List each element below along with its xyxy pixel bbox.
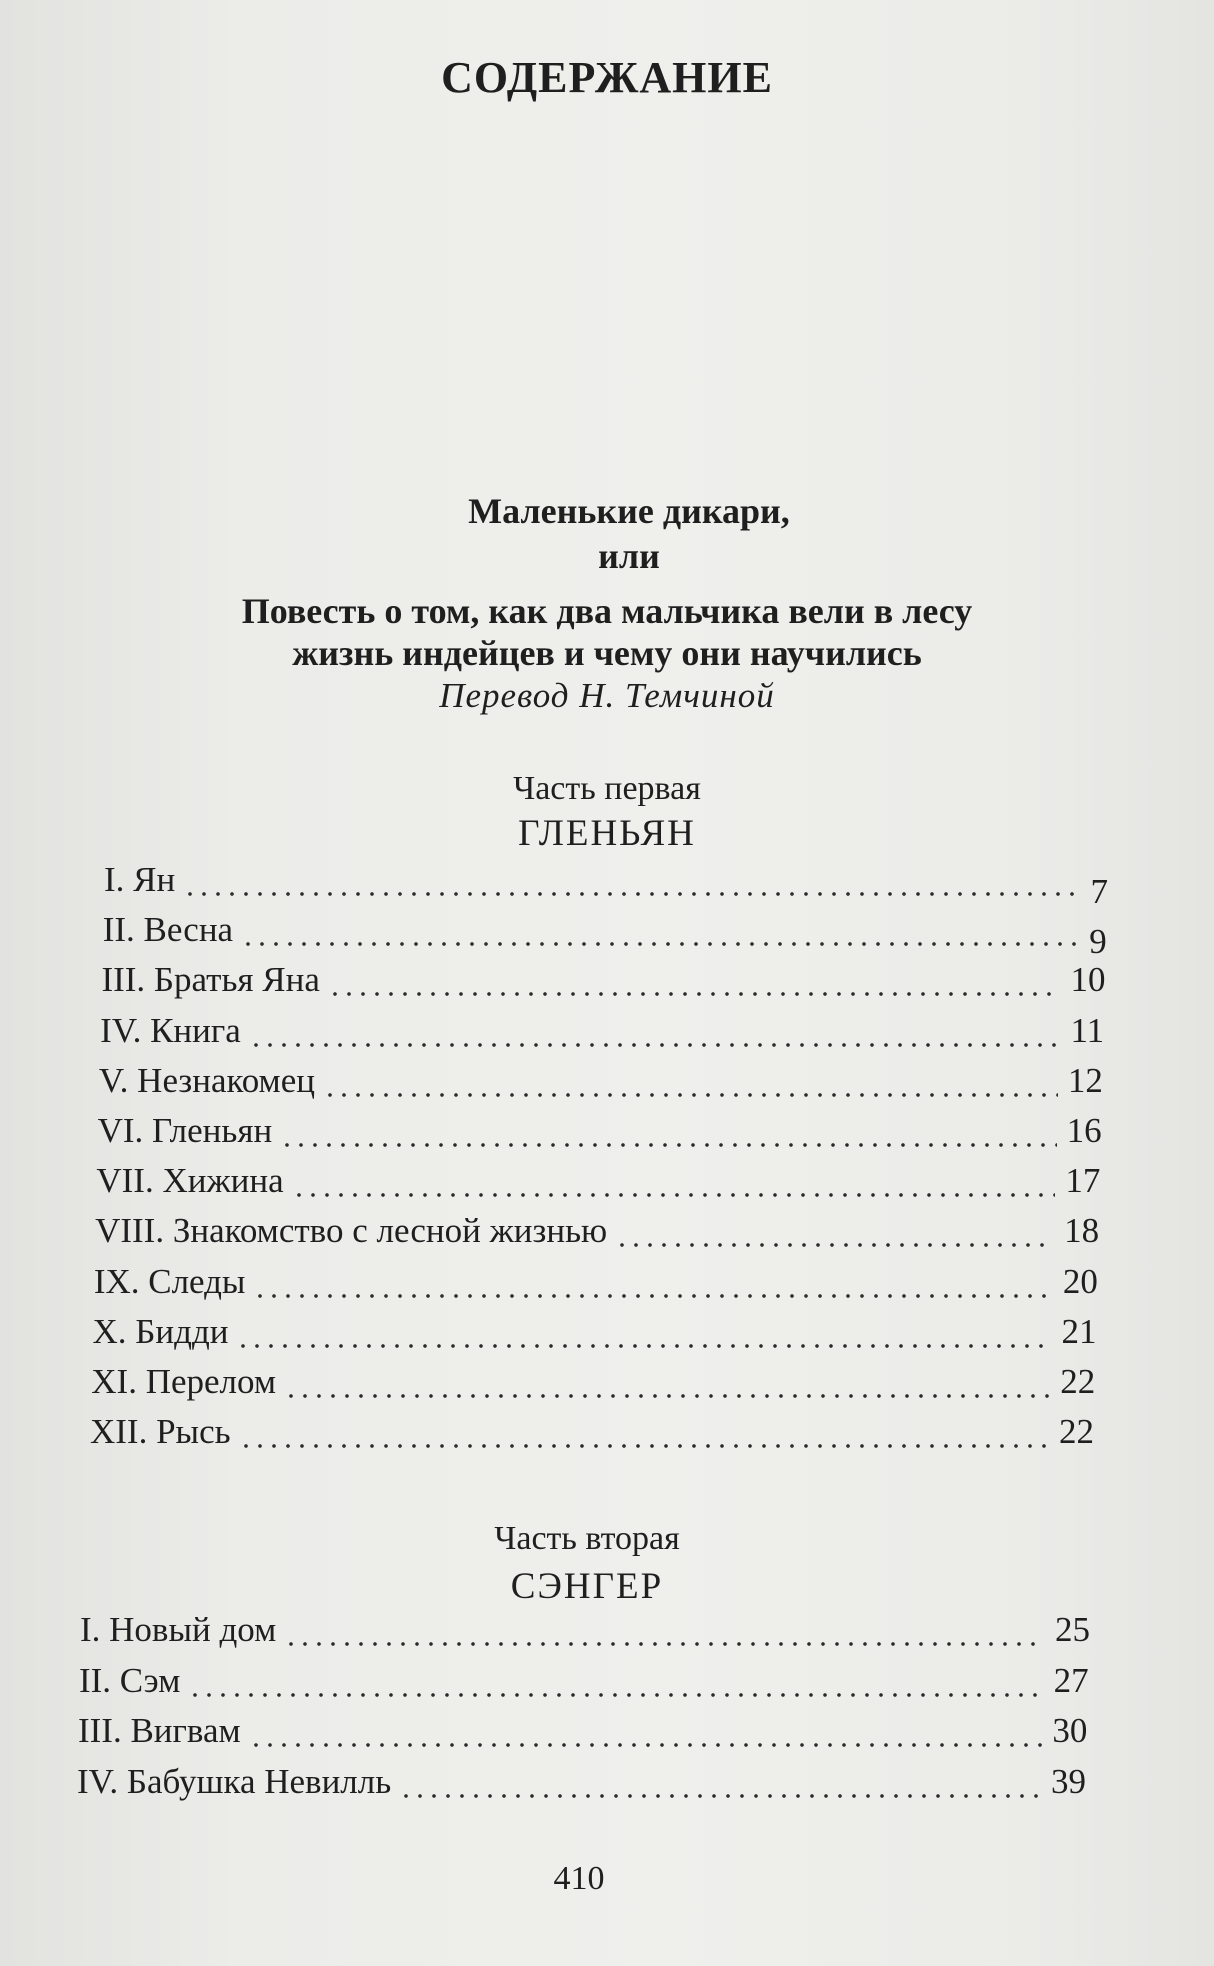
toc-entry-page: 17 <box>1065 1161 1101 1201</box>
toc-entry-page: 39 <box>1051 1761 1086 1801</box>
toc-entry <box>96 1157 1100 1201</box>
dot-leader <box>241 942 1079 946</box>
toc-entry-title: I. Ян <box>104 860 176 899</box>
toc-entry-title: II. Сэм <box>79 1660 181 1700</box>
page-number: 410 <box>553 1860 605 1897</box>
toc-entry <box>102 906 1107 962</box>
toc-entry-title: III. Братья Яна <box>101 960 320 1000</box>
toc-entry-title: III. Вигвам <box>78 1711 241 1750</box>
dot-leader <box>328 992 1061 996</box>
toc-entry-title: VI. Гленьян <box>97 1111 273 1150</box>
toc-entry-page: 11 <box>1070 1010 1105 1050</box>
toc-entry-page: 12 <box>1067 1060 1103 1100</box>
dot-leader <box>280 1143 1056 1147</box>
toc-entry-page: 27 <box>1053 1660 1089 1700</box>
toc-entry-title: X. Бидди <box>92 1311 229 1351</box>
toc-entry-title: II. Весна <box>102 910 234 950</box>
toc-entry <box>79 1657 1089 1701</box>
toc-entry <box>93 1308 1097 1352</box>
dot-leader <box>615 1243 1054 1247</box>
part-1-name: ГЛЕНЬЯН <box>518 813 696 854</box>
toc-entry <box>100 1007 1104 1051</box>
toc-entry-page: 22 <box>1059 1412 1094 1452</box>
toc-entry-page: 21 <box>1061 1311 1097 1351</box>
toc-entry <box>78 1707 1087 1751</box>
toc-entry-title: VII. Хижина <box>96 1161 284 1201</box>
dot-leader <box>249 1043 1061 1047</box>
dot-leader <box>253 1294 1052 1298</box>
toc-entry-page: 22 <box>1060 1362 1096 1401</box>
book-title-line-1: Маленькие дикари, <box>468 491 790 531</box>
toc-entry-title: V. Незнакомец <box>98 1060 315 1100</box>
toc-entry <box>104 856 1108 911</box>
dot-leader <box>239 1444 1049 1448</box>
toc-entry-page: 10 <box>1070 960 1106 1000</box>
dot-leader <box>292 1193 1056 1197</box>
toc-entry <box>77 1758 1086 1802</box>
dot-leader <box>183 892 1080 896</box>
toc-entry <box>90 1408 1094 1452</box>
toc-entry-title: IV. Книга <box>100 1010 241 1050</box>
toc-entry-title: I. Новый дом <box>80 1610 277 1649</box>
dot-leader <box>236 1344 1051 1348</box>
toc-entry-title: XII. Рысь <box>90 1412 231 1452</box>
book-title-or: или <box>598 536 660 576</box>
toc-entry-title: IV. Бабушка Невилль <box>77 1761 392 1801</box>
toc-entry-title: IX. Следы <box>93 1261 246 1301</box>
dot-leader <box>399 1794 1041 1798</box>
toc-entry <box>94 1258 1098 1302</box>
toc-entry <box>80 1606 1090 1650</box>
toc-entry-page: 30 <box>1052 1711 1088 1750</box>
toc-entry <box>95 1207 1099 1251</box>
toc-entry-title: XI. Перелом <box>91 1362 276 1401</box>
dot-leader <box>323 1093 1058 1097</box>
translator-credit: Перевод Н. Темчиной <box>439 676 775 715</box>
dot-leader <box>284 1642 1045 1646</box>
toc-entry-page: 9 <box>1089 922 1107 962</box>
toc-entry <box>98 1107 1102 1151</box>
toc-entry <box>91 1358 1095 1402</box>
toc-entry <box>101 956 1105 1000</box>
toc-entry-page: 16 <box>1066 1111 1102 1150</box>
toc-entry-page: 20 <box>1062 1261 1098 1301</box>
dot-leader <box>249 1743 1043 1747</box>
toc-entry-page: 25 <box>1055 1610 1090 1649</box>
toc-entry-page: 18 <box>1064 1211 1100 1251</box>
dot-leader <box>188 1693 1043 1697</box>
part-2-label: Часть вторая <box>494 1520 680 1557</box>
toc-entry-page: 7 <box>1090 872 1108 911</box>
part-1-label: Часть первая <box>513 770 701 807</box>
dot-leader <box>284 1394 1050 1398</box>
page-title: СОДЕРЖАНИЕ <box>441 53 773 102</box>
book-title-line-3: жизнь индейцев и чему они научились <box>292 633 922 673</box>
toc-entry <box>99 1057 1103 1101</box>
book-title-line-2: Повесть о том, как два мальчика вели в лесу <box>241 591 973 631</box>
toc-entry-title: VIII. Знакомство с лесной жизнью <box>95 1211 608 1251</box>
part-2-name: СЭНГЕР <box>510 1566 664 1607</box>
